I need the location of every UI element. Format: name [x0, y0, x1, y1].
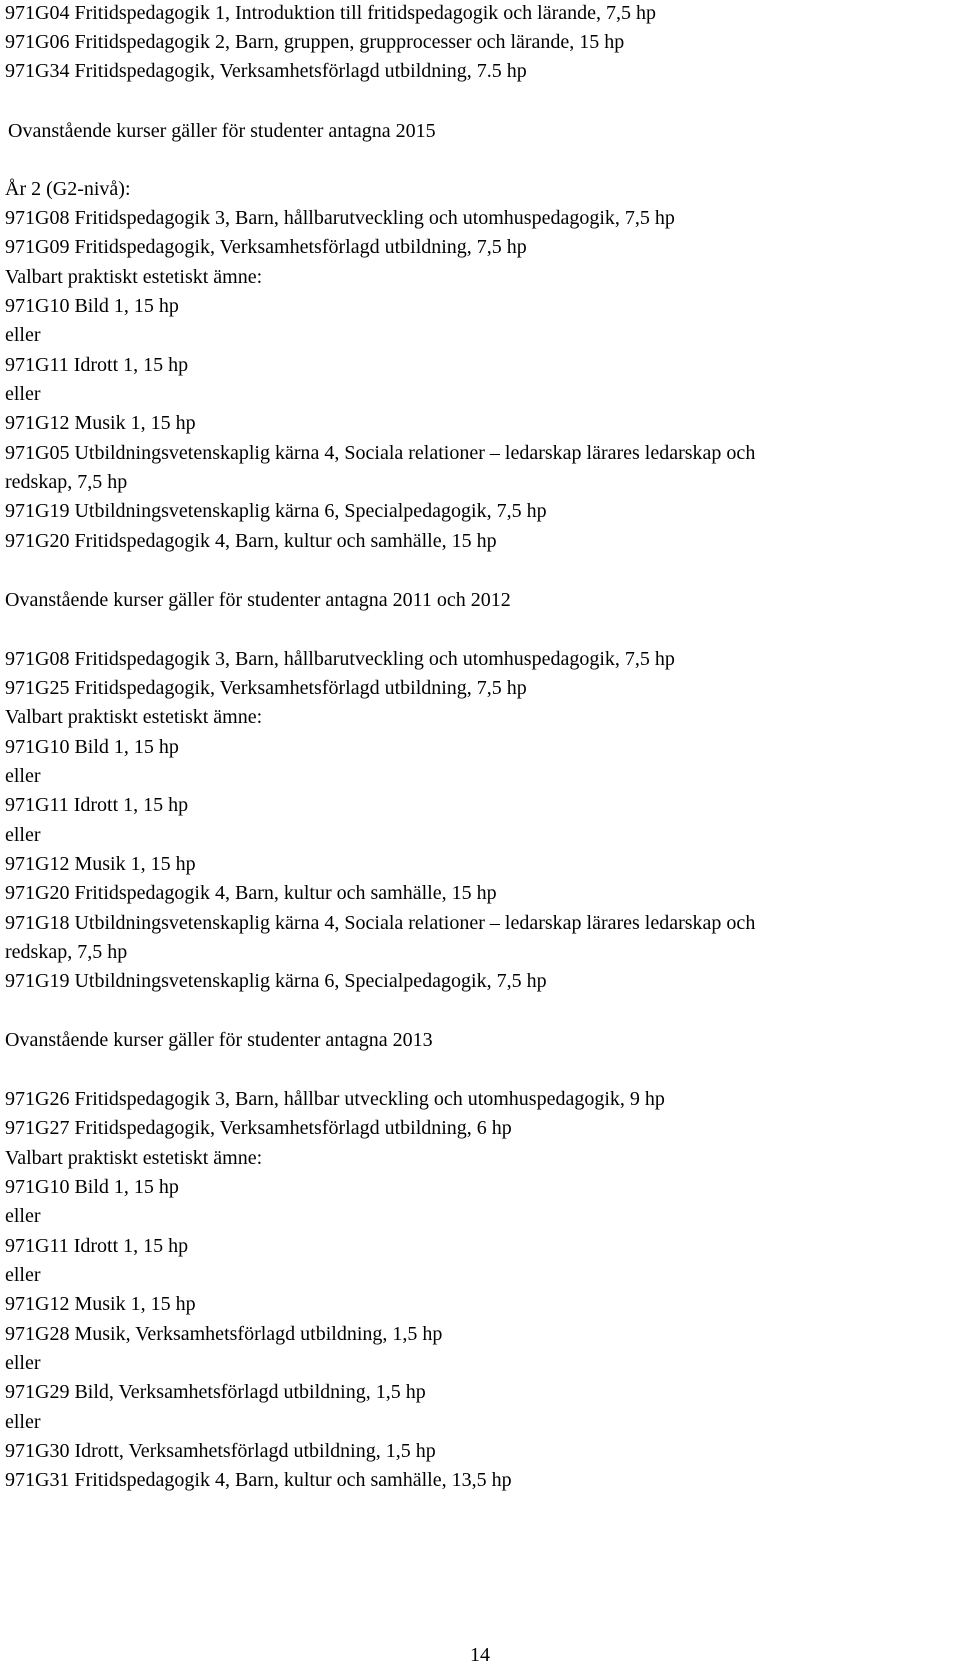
section-note: Ovanstående kurser gäller för studenter antagna 2013 — [5, 1029, 433, 1051]
course-line: 971G06 Fritidspedagogik 2, Barn, gruppen, grupprocesser och lärande, 15 hp — [5, 31, 625, 53]
course-line: 971G28 Musik, Verksamhetsförlagd utbildning, 1,5 hp — [5, 1323, 443, 1345]
course-line-continued: redskap, 7,5 hp — [5, 471, 128, 493]
course-line: 971G10 Bild 1, 15 hp — [5, 736, 179, 758]
course-line: 971G08 Fritidspedagogik 3, Barn, hållbarutveckling och utomhuspedagogik, 7,5 hp — [5, 207, 675, 229]
course-line: 971G27 Fritidspedagogik, Verksamhetsförlagd utbildning, 6 hp — [5, 1117, 512, 1139]
course-line: 971G18 Utbildningsvetenskaplig kärna 4, Sociala relationer – ledarskap lärares ledarskap och — [5, 912, 756, 934]
or-separator: eller — [5, 383, 41, 405]
course-line: 971G11 Idrott 1, 15 hp — [5, 1235, 189, 1257]
course-line: 971G12 Musik 1, 15 hp — [5, 853, 196, 875]
or-separator: eller — [5, 1205, 41, 1227]
elective-heading: Valbart praktiskt estetiskt ämne: — [5, 266, 263, 288]
course-line: 971G04 Fritidspedagogik 1, Introduktion till fritidspedagogik och lärande, 7,5 hp — [5, 2, 657, 24]
course-line: 971G20 Fritidspedagogik 4, Barn, kultur och samhälle, 15 hp — [5, 882, 497, 904]
course-line: 971G19 Utbildningsvetenskaplig kärna 6, Specialpedagogik, 7,5 hp — [5, 500, 547, 522]
or-separator: eller — [5, 324, 41, 346]
page-number: 14 — [470, 1644, 490, 1666]
or-separator: eller — [5, 1411, 41, 1433]
course-line: 971G09 Fritidspedagogik, Verksamhetsförlagd utbildning, 7,5 hp — [5, 236, 527, 258]
elective-heading: Valbart praktiskt estetiskt ämne: — [5, 1147, 263, 1169]
section-note: Ovanstående kurser gäller för studenter antagna 2011 och 2012 — [5, 589, 511, 611]
course-line: 971G10 Bild 1, 15 hp — [5, 1176, 179, 1198]
course-line: 971G12 Musik 1, 15 hp — [5, 412, 196, 434]
or-separator: eller — [5, 1352, 41, 1374]
or-separator: eller — [5, 765, 41, 787]
or-separator: eller — [5, 1264, 41, 1286]
course-line: 971G12 Musik 1, 15 hp — [5, 1293, 196, 1315]
course-line: 971G31 Fritidspedagogik 4, Barn, kultur och samhälle, 13,5 hp — [5, 1469, 512, 1491]
course-line: 971G11 Idrott 1, 15 hp — [5, 354, 189, 376]
course-line: 971G19 Utbildningsvetenskaplig kärna 6, Specialpedagogik, 7,5 hp — [5, 970, 547, 992]
course-line: 971G20 Fritidspedagogik 4, Barn, kultur och samhälle, 15 hp — [5, 530, 497, 552]
course-line: 971G30 Idrott, Verksamhetsförlagd utbildning, 1,5 hp — [5, 1440, 436, 1462]
or-separator: eller — [5, 824, 41, 846]
course-line: 971G08 Fritidspedagogik 3, Barn, hållbarutveckling och utomhuspedagogik, 7,5 hp — [5, 648, 675, 670]
course-line: 971G11 Idrott 1, 15 hp — [5, 794, 189, 816]
course-line: 971G26 Fritidspedagogik 3, Barn, hållbar utveckling och utomhuspedagogik, 9 hp — [5, 1088, 665, 1110]
year-heading: År 2 (G2-nivå): — [5, 178, 131, 200]
course-line: 971G34 Fritidspedagogik, Verksamhetsförlagd utbildning, 7.5 hp — [5, 60, 527, 82]
course-line: 971G10 Bild 1, 15 hp — [5, 295, 179, 317]
course-line: 971G25 Fritidspedagogik, Verksamhetsförlagd utbildning, 7,5 hp — [5, 677, 527, 699]
elective-heading: Valbart praktiskt estetiskt ämne: — [5, 706, 263, 728]
course-line: 971G29 Bild, Verksamhetsförlagd utbildning, 1,5 hp — [5, 1381, 426, 1403]
course-line: 971G05 Utbildningsvetenskaplig kärna 4, Sociala relationer – ledarskap lärares ledarskap och — [5, 442, 756, 464]
course-line-continued: redskap, 7,5 hp — [5, 941, 128, 963]
section-note: Ovanstående kurser gäller för studenter antagna 2015 — [8, 120, 436, 142]
